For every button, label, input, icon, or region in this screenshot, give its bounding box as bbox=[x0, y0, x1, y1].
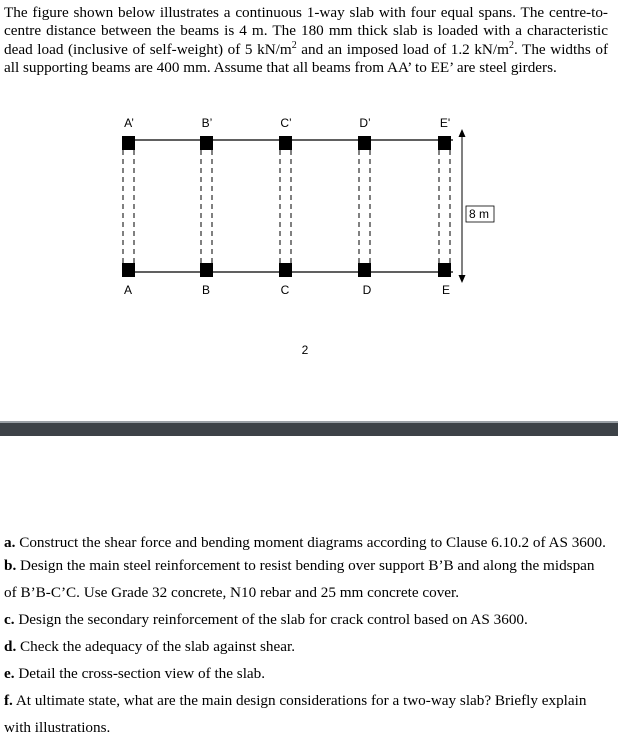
intro-text-1: The figure shown below illustrates a continuous 1-way slab with four equal spans. The centre-to-centre distance between the beams is 4 m. The 180 mm thick slab is loaded with a characteristic dead load (inclusive of self-weight) of 5 kN/m bbox=[4, 4, 608, 58]
intro-text-2: and an imposed load of 1.2 kN/m bbox=[296, 40, 509, 58]
question-text: Check the adequacy of the slab against shear. bbox=[20, 638, 296, 655]
figure-caption: 2 bbox=[301, 343, 309, 357]
beam-label-top-a: A’ bbox=[124, 116, 134, 130]
question-label: d. bbox=[4, 638, 17, 655]
beam-c bbox=[279, 136, 292, 277]
question-item bbox=[4, 552, 610, 606]
dimension-label: 8 m bbox=[469, 207, 490, 221]
question-list bbox=[4, 533, 610, 741]
question-item bbox=[4, 606, 610, 633]
slab-plan-figure bbox=[0, 110, 618, 360]
question-item bbox=[4, 660, 610, 687]
question-text: Design the secondary reinforcement of the slab for crack control based on AS 3600. bbox=[18, 611, 528, 628]
problem-statement bbox=[4, 4, 608, 78]
beam-label-bottom-b: B bbox=[201, 283, 211, 297]
beam-label-top-b: B’ bbox=[201, 116, 213, 130]
question-text: At ultimate state, what are the main design considerations for a two-way slab? Briefly explain with illustrations. bbox=[4, 692, 587, 736]
beam-b bbox=[200, 136, 213, 277]
superscript-2: 2 bbox=[508, 39, 514, 51]
question-label: f. bbox=[4, 692, 13, 709]
beam-e bbox=[438, 136, 451, 277]
beam-d bbox=[358, 136, 371, 277]
question-label: c. bbox=[4, 611, 15, 628]
question-text: Design the main steel reinforcement to resist bending over support B’B and along the midspan of B’B-C’C. Use Grade 32 concrete, N10 rebar and 25 mm concrete cover. bbox=[4, 557, 595, 601]
beam-label-top-c: C’ bbox=[280, 116, 292, 130]
beam-label-top-d: D’ bbox=[359, 116, 371, 130]
question-item bbox=[4, 633, 610, 660]
question-label: b. bbox=[4, 557, 17, 574]
beam-label-bottom-d: D bbox=[362, 283, 372, 297]
question-label: a. bbox=[4, 534, 16, 551]
beam-label-bottom-e: E bbox=[441, 283, 451, 297]
beam-label-top-e: E' bbox=[439, 116, 451, 130]
superscript-2: 2 bbox=[291, 39, 297, 51]
beam-a bbox=[122, 136, 135, 277]
beam-label-bottom-a: A bbox=[123, 283, 133, 297]
question-label: e. bbox=[4, 665, 15, 682]
question-text: Detail the cross-section view of the slab. bbox=[18, 665, 266, 682]
question-item bbox=[4, 687, 610, 741]
section-divider bbox=[0, 423, 618, 436]
question-text: Construct the shear force and bending moment diagrams according to Clause 6.10.2 of AS 3600. bbox=[19, 534, 606, 551]
dimension-arrow bbox=[459, 129, 466, 283]
question-item bbox=[4, 533, 610, 552]
beam-label-bottom-c: C bbox=[280, 283, 290, 297]
intro-text-3: . The widths of all supporting beams are 400 mm. Assume that all beams from AA’ to EE’ are steel girders. bbox=[4, 40, 608, 77]
